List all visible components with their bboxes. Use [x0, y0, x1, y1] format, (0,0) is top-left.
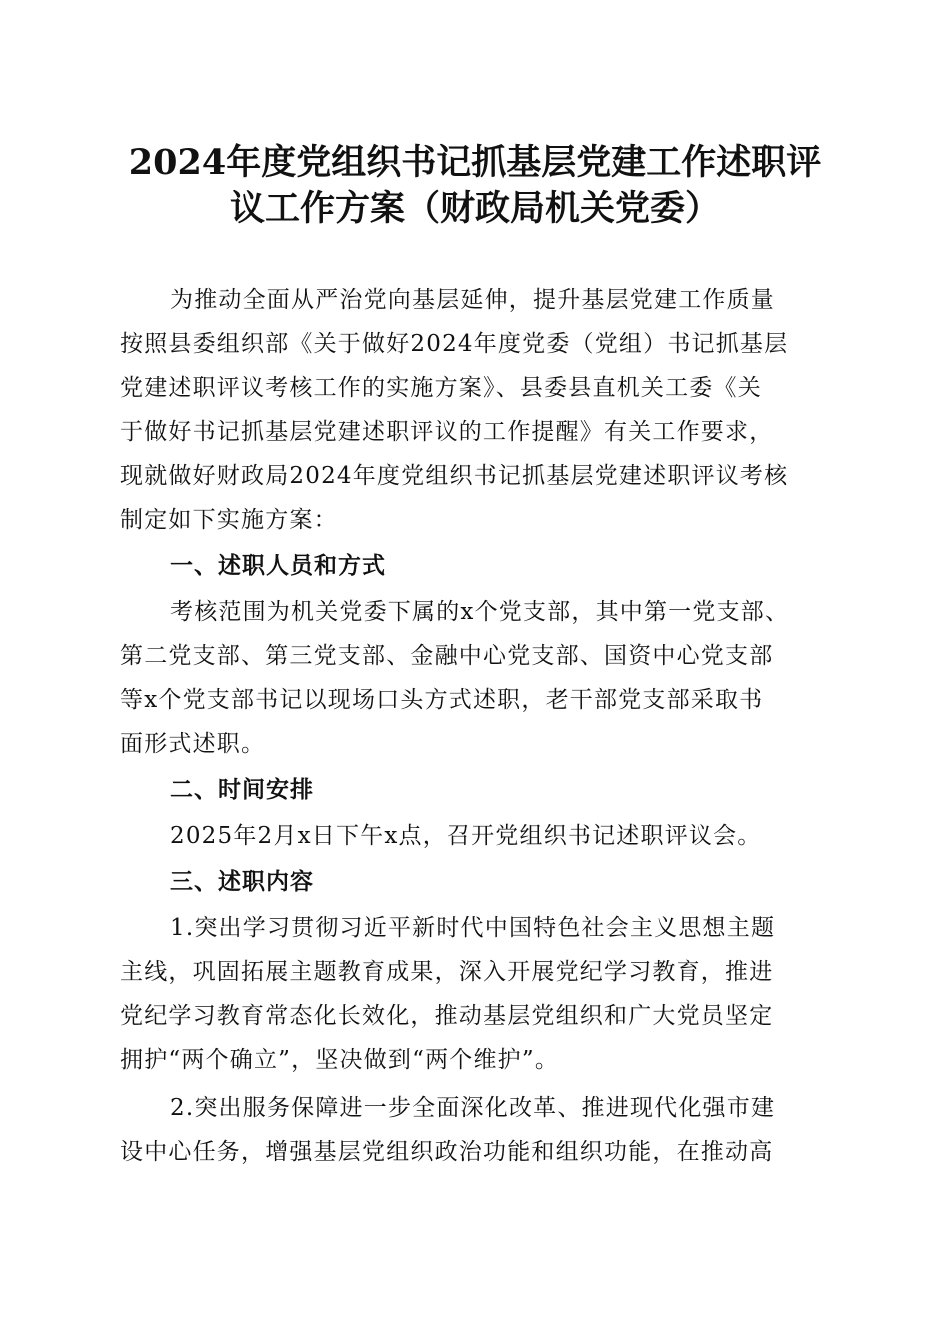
paragraph-line: 2025年2月x日下午x点，召开党组织书记述职评议会。 [170, 823, 762, 849]
paragraph-line: 现就做好财政局2024年度党组织书记抓基层党建述职评议考核 [120, 463, 789, 489]
paragraph-line: 2.突出服务保障进一步全面深化改革、推进现代化强市建 [170, 1095, 776, 1121]
paragraph-line: 设中心任务，增强基层党组织政治功能和组织功能，在推动高 [120, 1139, 774, 1165]
section-2-paragraph [120, 814, 840, 858]
paragraph-line: 党建述职评议考核工作的实施方案》、县委县直机关工委《关 [120, 375, 762, 401]
paragraph-line: 面形式述职。 [120, 731, 266, 757]
document-title-line-2: 议工作方案（财政局机关党委） [229, 188, 720, 229]
paragraph-line: 党纪学习教育常态化长效化，推动基层党组织和广大党员坚定 [120, 1003, 774, 1029]
section-3-item-1 [120, 906, 840, 1082]
section-heading-3: 三、述职内容 [170, 869, 314, 895]
paragraph-line: 等x个党支部书记以现场口头方式述职，老干部党支部采取书 [120, 687, 764, 713]
document-title-line-1: 2024年度党组织书记抓基层党建工作述职评 [128, 142, 822, 183]
paragraph-line: 于做好书记抓基层党建述职评议的工作提醒》有关工作要求， [120, 419, 774, 445]
section-1-paragraph [120, 590, 840, 766]
section-heading-2: 二、时间安排 [170, 777, 314, 803]
paragraph-line: 考核范围为机关党委下属的x个党支部，其中第一党支部、 [170, 599, 790, 625]
paragraph-line: 第二党支部、第三党支部、金融中心党支部、国资中心党支部 [120, 643, 774, 669]
paragraph-line: 按照县委组织部《关于做好2024年度党委（党组）书记抓基层 [120, 331, 789, 357]
paragraph-line: 为推动全面从严治党向基层延伸，提升基层党建工作质量 [170, 287, 775, 313]
paragraph-line: 主线，巩固拓展主题教育成果，深入开展党纪学习教育，推进 [120, 959, 774, 985]
document-body [120, 278, 840, 1174]
paragraph-line: 拥护“两个确立”，坚决做到“两个维护”。 [120, 1047, 560, 1073]
section-3-item-2 [120, 1086, 840, 1174]
paragraph-line: 制定如下实施方案： [120, 507, 338, 533]
section-heading-1: 一、述职人员和方式 [170, 553, 386, 579]
paragraph-line: 1.突出学习贯彻习近平新时代中国特色社会主义思想主题 [170, 915, 776, 941]
intro-paragraph [120, 278, 840, 542]
